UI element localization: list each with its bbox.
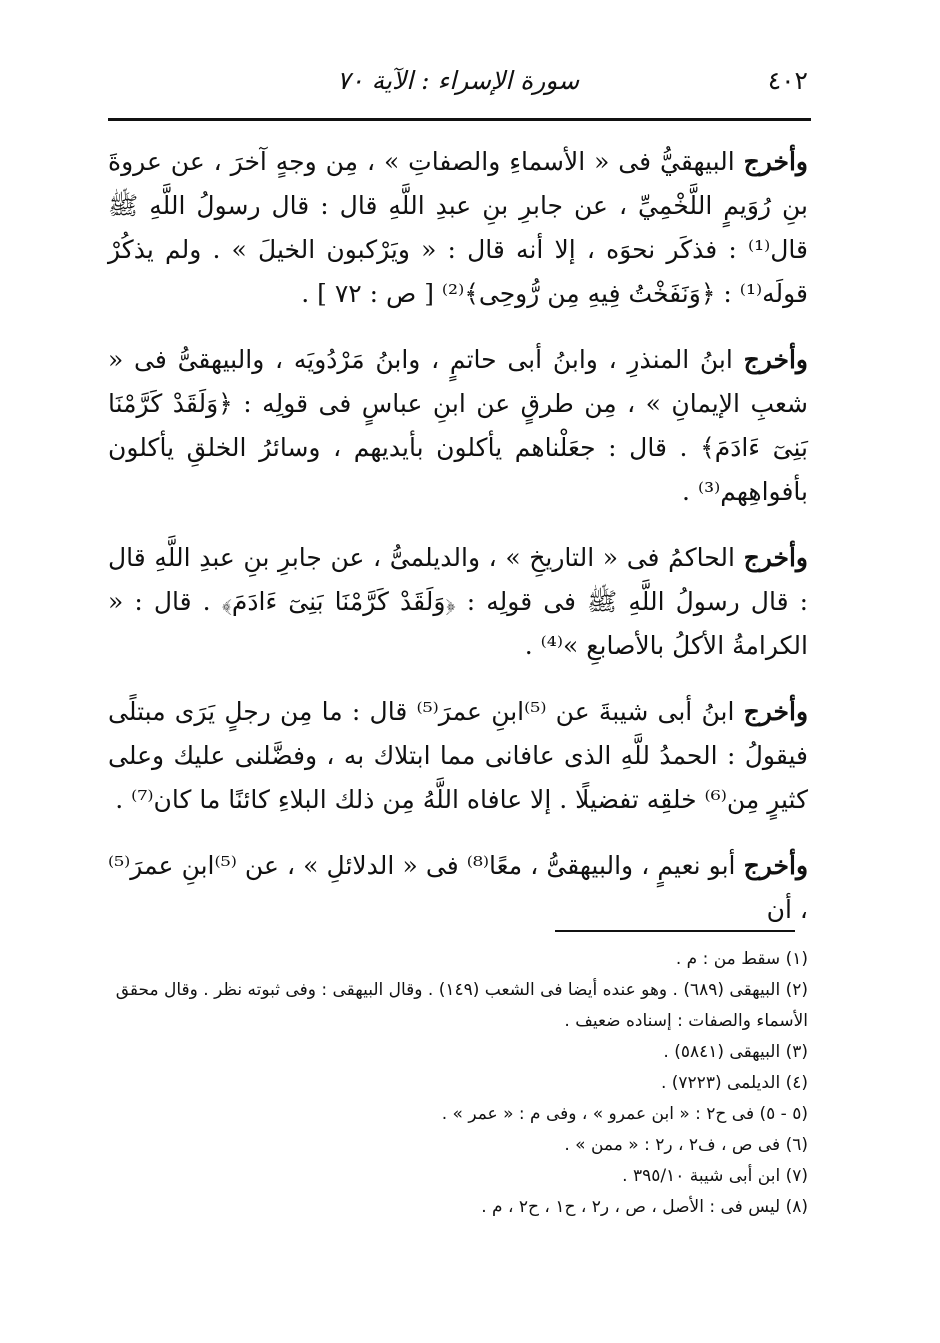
paragraph-text: ابنُ أبى شيبةَ عن ⁽⁵⁾ابنِ عمرَ⁽⁵⁾ قال : ما مِن رجلٍ يَرَى مبتلًى فيقولُ : الحمدُ للَّهِ الذى عافانى مما ابتلاك به ، وفضَّلنى عليك وعلى كثيرٍ مِن⁽⁶⁾ خلقِه تفضيلًا . إلا عافاه اللَّهُ مِن ذلك البلاءِ كائنًا ما كان⁽⁷⁾ . [108, 697, 808, 814]
main-text [108, 140, 808, 954]
footnote: (٥ - ٥) فى ح٢ : « ابن عمرو » ، وفى م : « عمر » . [441, 1104, 808, 1124]
paragraph-lead-word: وأخرج [743, 851, 809, 880]
paragraph [108, 690, 808, 822]
paragraph [108, 140, 808, 316]
page-number: ٤٠٢ [767, 66, 808, 95]
footnote-separator [555, 930, 795, 932]
header-rule [108, 118, 811, 121]
paragraph [108, 844, 808, 932]
paragraph-lead-word: وأخرج [743, 147, 808, 176]
page-header [108, 64, 808, 104]
running-title: سورة الإسراء : الآية ٧٠ [336, 66, 580, 95]
footnote: (٦) فى ص ، ف٢ ، ر٢ : « ممن » . [564, 1135, 808, 1155]
paragraph-lead-word: وأخرج [743, 543, 808, 572]
footnotes [108, 944, 808, 1223]
paragraph-lead-word: وأخرج [743, 697, 809, 726]
paragraph-text: ابنُ المنذرِ ، وابنُ أبى حاتمٍ ، وابنُ مَرْدُويَه ، والبيهقىُّ فى « شعبِ الإيمانِ » ، مِن طرقٍ عن ابنِ عباسٍ فى قولِه : ﴿وَلَقَدْ كَرَّمْنَا بَنِىٓ ءَادَمَ﴾ . قال : جعَلْناهم يأكلون بأيديهم ، وسائرُ الخلقِ يأكلون بأفواهِهم⁽³⁾ . [108, 345, 808, 506]
footnote: (٢) البيهقى (٦٨٩) . وهو عنده أيضا فى الشعب (١٤٩) . وقال البيهقى : وفى ثبوته نظر . وقال محقق الأسماء والصفات : إسناده ضعيف . [115, 980, 808, 1031]
paragraph [108, 536, 808, 668]
footnote: (٤) الديلمى (٧٢٢٣) . [660, 1073, 808, 1093]
footnote: (١) سقط من : م . [675, 949, 808, 969]
footnote: (٨) ليس فى : الأصل ، ص ، ر٢ ، ح١ ، ح٢ ، م . [481, 1197, 808, 1217]
paragraph-text: الحاكمُ فى « التاريخِ » ، والديلمىُّ ، عن جابرِ بنِ عبدِ اللَّهِ قال : قال رسولُ اللَّهِ ﷺ فى قولِه : ﴿وَلَقَدْ كَرَّمْنَا بَنِىٓ ءَادَمَ﴾ . قال : « الكرامةُ الأكلُ بالأصابعِ »⁽⁴⁾ . [108, 543, 808, 660]
paragraph-lead-word: وأخرج [743, 345, 808, 374]
paragraph-text: أبو نعيمٍ ، والبيهقىُّ ، معًا⁽⁸⁾ فى « الدلائلِ » ، عن ⁽⁵⁾ابنِ عمرَ⁽⁵⁾ ، أن [108, 851, 808, 924]
paragraph-text: البيهقيُّ فى « الأسماءِ والصفاتِ » ، مِن وجهٍ آخرَ ، عن عروةَ بنِ رُوَيمٍ اللَّخْمِيِّ ، عن جابرِ بنِ عبدِ اللَّهِ قال : قال رسولُ اللَّهِ ﷺ قال⁽¹⁾ : فذكَر نحوَه ، إلا أنه قال : « ويَرْكبون الخيلَ » . ولم يذكُرْ قولَه⁽¹⁾ : ﴿وَنَفَخْتُ فِيهِ مِن رُّوحِى﴾⁽²⁾ [ ص : ٧٢ ] . [108, 147, 808, 308]
footnote: (٣) البيهقى (٥٨٤١) . [663, 1042, 808, 1062]
footnote: (٧) ابن أبى شيبة ٣٩٥/١٠ . [622, 1166, 808, 1186]
paragraph [108, 338, 808, 514]
